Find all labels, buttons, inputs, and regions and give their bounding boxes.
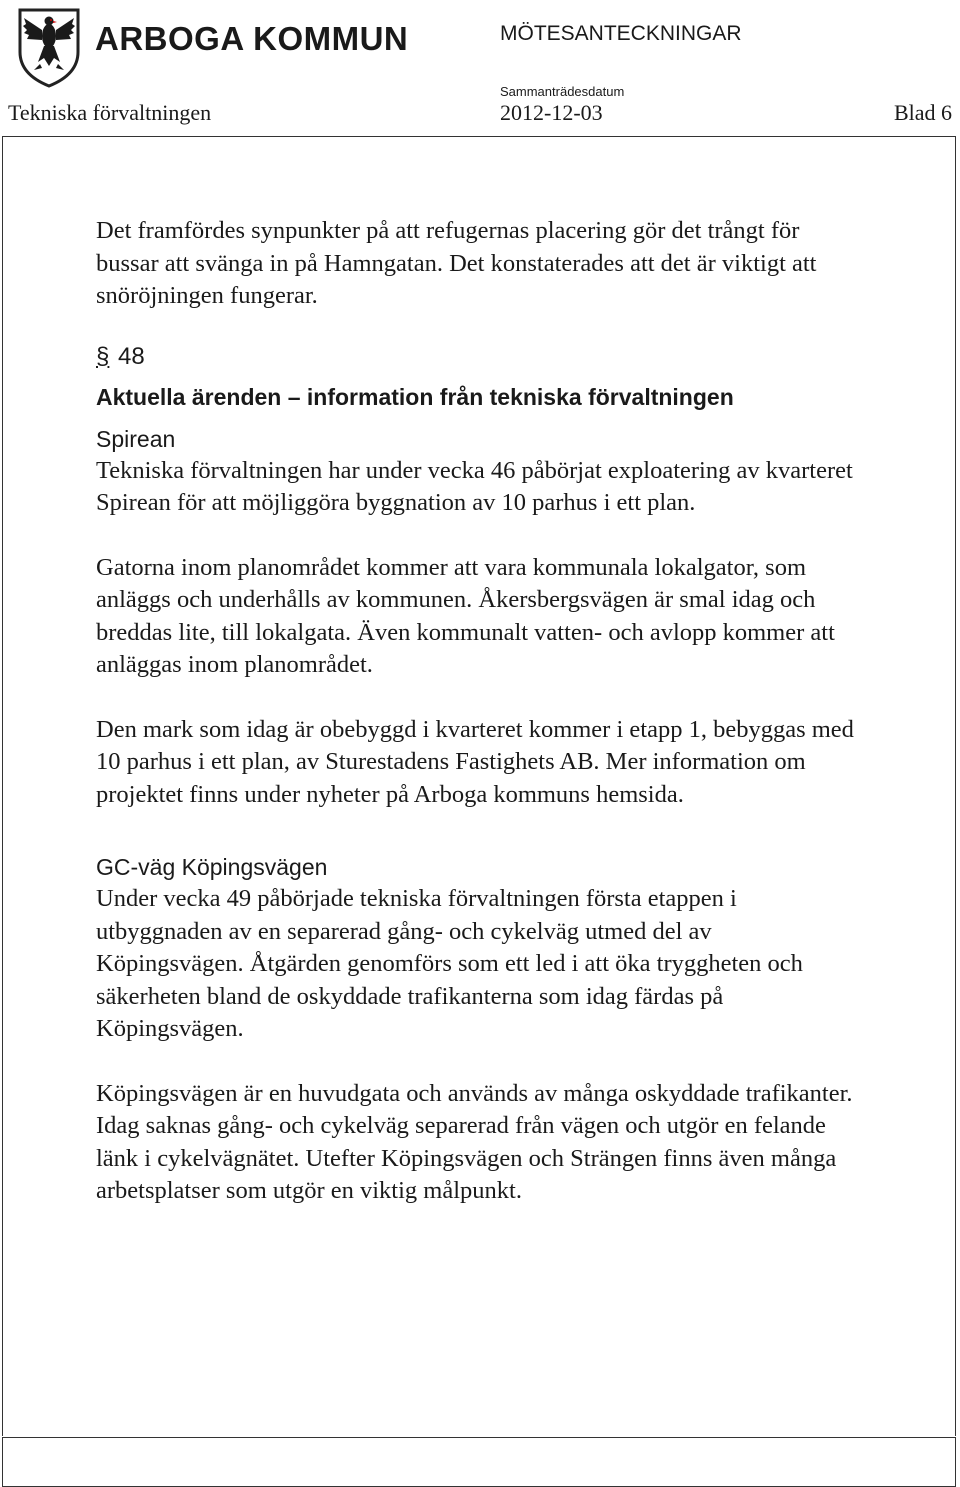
section-symbol: §	[96, 342, 110, 370]
paragraph-spirean-1: Tekniska förvaltningen har under vecka 46 påbörjat exploatering av kvarteret Spirean för att möjliggöra byggnation av 10 parhus i ett plan.	[96, 456, 853, 516]
section-number-value: 48	[118, 342, 145, 370]
paragraph-gc-1: Under vecka 49 påbörjade tekniska förvaltningen första etappen i utbyggnaden av en separerad gång- och cykelväg utmed del av Köpingsvägen. Åtgärden genomförs som ett led i att öka tryggheten och säkerheten bland de oskyddade trafikanterna som idag färdas på Köpingsvägen.	[96, 885, 803, 1042]
section-heading: Aktuella ärenden – information från tekniska förvaltningen	[96, 383, 734, 410]
document-type: MÖTESANTECKNINGAR	[500, 22, 742, 45]
department: Tekniska förvaltningen	[8, 100, 212, 125]
section-number	[96, 341, 856, 373]
document-body	[96, 215, 856, 1208]
subheading-gc-vag: GC-väg Köpingsvägen	[96, 854, 328, 880]
meeting-date-label: Sammanträdesdatum	[500, 84, 625, 99]
subheading-spirean: Spirean	[96, 425, 176, 452]
paragraph-spirean-2: Gatorna inom planområdet kommer att vara kommunala lokalgator, som anläggs och underhålls av kommunen. Åkersbergsvägen är smal idag och breddas lite, till lokalgata. Även kommunalt vatten- och avlopp kommer att anläggas inom planområdet.	[96, 553, 835, 678]
paragraph-spirean-3: Den mark som idag är obebyggd i kvarteret kommer i etapp 1, bebyggas med 10 parhus i ett plan, av Sturestadens Fastighets AB. Mer information om projektet finns under nyheter på Arboga kommuns hemsida.	[96, 715, 854, 808]
paragraph-gc-2: Köpingsvägen är en huvudgata och används av många oskyddade trafikanter. Idag saknas gång- och cykelväg separerad från vägen och utgör en felande länk i cykelvägnätet. Utefter Köpingsvägen och Strängen finns även många arbetsplatser som utgör en viktig målpunkt.	[96, 1079, 853, 1204]
footer-box	[2, 1437, 956, 1487]
meeting-date: 2012-12-03	[500, 100, 603, 125]
page-number: Blad 6	[893, 100, 952, 125]
org-name: ARBOGA KOMMUN	[95, 20, 409, 57]
coat-of-arms-eagle-icon	[14, 6, 84, 88]
intro-paragraph: Det framfördes synpunkter på att refugernas placering gör det trångt för bussar att svänga in på Hamngatan. Det konstaterades att det är viktigt att snöröjningen fungerar.	[96, 217, 817, 309]
